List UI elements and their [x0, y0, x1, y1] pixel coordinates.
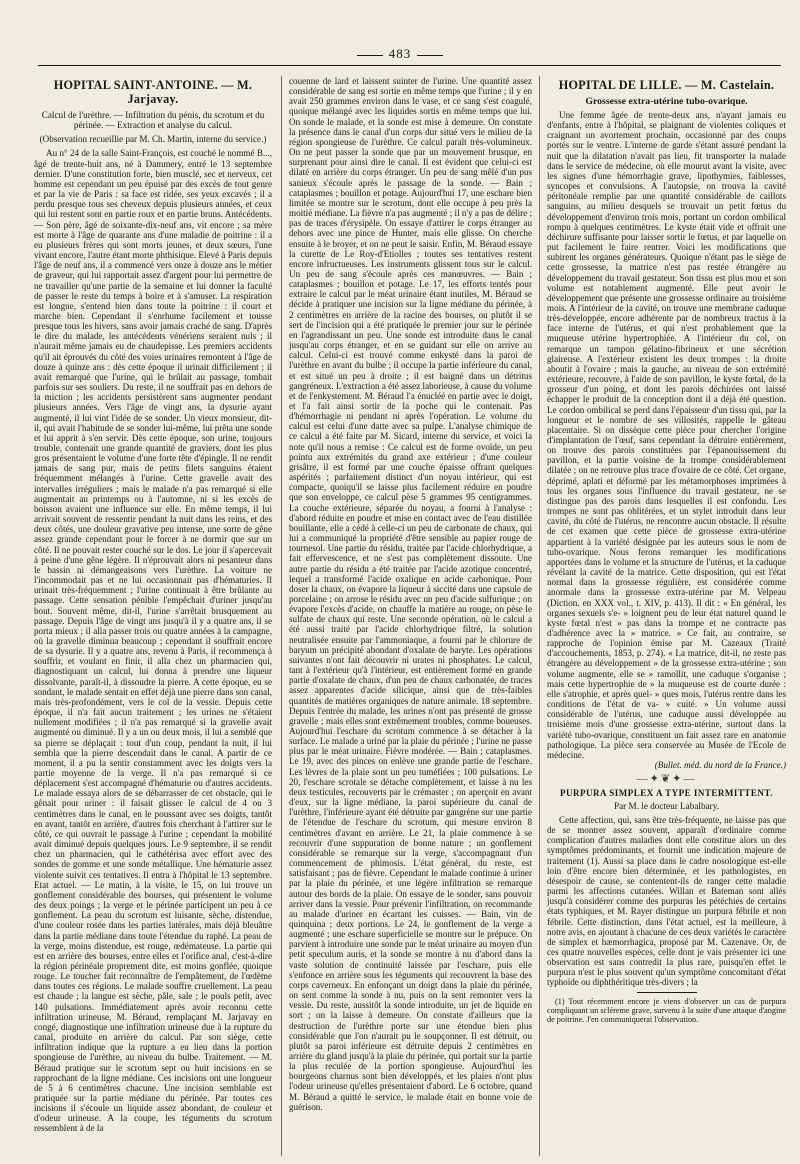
observation-credit: (Observation recueillie par M. Ch. Martin, interne du service.)	[39, 134, 267, 145]
page-number-dash-left	[357, 55, 383, 56]
section-ornament: —✦❦✦—	[636, 773, 697, 786]
article-title-lille: HOPITAL DE LILLE. — M. Castelain.	[558, 78, 775, 92]
header-rule	[38, 65, 781, 66]
column-divider-1	[281, 76, 282, 1156]
page-number	[0, 46, 800, 62]
column-2-text: couenne de lard et laissent suinter de l'urine. Une quantité assez considérable de sang est sortie en même temps que l'urine ; il y en avait 250 grammes environ dans le vase, et ce sang s'est coagulé, quoique mélangé avec les liquides sortis en même temps que lui. On sonde le malade, et la sonde est mise à demeure. On constate la présence dans le canal d'un corps dur situé vers le milieu de la région spongieuse de l'urèthre. Ce calcul paraît très-volumineux. On ne peut passer la sonde que par un mouvement brusque, en surprenant pour ainsi dire le canal. Il est évident que celui-ci est dilaté en arrière du corps étranger. Un peu de sang mêlé d'un pus sanieux s'écoule après le passage de la sonde. — Bain ; cataplasmes ; bouillon et potage. Aujourd'hui 17, une eschare bien limitée se montre sur le scrotum, dont elle occupe à peu près la moitié médiane. La fièvre n'a pas augmenté ; il n'y a pas de délire ; pas de traces d'érysipèle. On essaye d'attirer le corps étranger au dehors avec une pince de Hunter, mais elle glisse. On cherche ensuite à le broyer, et on ne peut le saisir. Enfin, M. Béraud essaye la curette de Le Roy-d'Etiolles ; toutes ses tentatives restent encore infructueuses. Les instruments glissent tous sur le calcul. Un peu de sang s'écoule après ces manœuvres. — Bain ; cataplasmes ; bouillon et potage. Le 17, les efforts tentés pour extraire le calcul par le méat urinaire étant inutiles, M. Béraud se décide à pratiquer une incision sur la ligne médiane du périnée, à 2 centimètres en arrière de la racine des bourses, ou plutôt il se sert de l'incision qui a été pratiquée le premier jour sur le périnée en l'agrandissant un peu. Une sonde est introduite dans le canal jusqu'au corps étranger, et en se guidant sur elle on arrive au calcul. Celui-ci est trouvé comme enkysté dans la paroi de l'urèthre en avant du bulbe ; il occupe la partie inférieure du canal, et est situé un peu à droite ; il est baigné dans un détritus gangréneux. L'extraction a été assez laborieuse, à cause du volume et de l'enkystement. M. Béraud l'a énucléé en partie avec le doigt, et l'a fait ainsi sortir de la poche qui le contenait. Pas d'hémorrhagie ni pendant ni après l'opération. Le volume du calcul est celui d'une datte avec sa pulpe. L'analyse chimique de ce calcul a été faite par M. Sicard, interne du service, et voici la note qu'il nous a remise : Ce calcul est de forme ovoïde, un peu pointu aux extrémités du grand axe extérieur ; d'une couleur grisâtre, il est formé par une couche épaisse offrant quelques aspérités ; parfaitement distinct d'un noyau intérieur, qui est compacte, quoiqu'il se laisse plus facilement réduire en poudre que son enveloppe, ce calcul pèse 5 grammes 95 centigrammes. La couche extérieure, séparée du noyau, a fourni à l'analyse : d'abord réduite en poudre et mise en contact avec de l'eau distillée bouillante, elle a cédé à celle-ci un peu de carbonate de chaux, qui lui a communiqué la propriété d'être sensible au papier rouge de tournesol. Une partie du résidu, traitée par l'acide chlorhydrique, a fait effervescence, et ne s'est pas complètement dissoute. Une autre partie du résidu a été traitée par l'acide azotique concentré, lequel a transformé l'acide oxalique en acide carbonique. Pour doser la chaux, on évapore la liqueur à siccité dans une capsule de porcelaine ; on arrose le résidu avec un peu d'acide sulfurique ; on évapore l'excès d'acide, on chauffe la matière au rouge, on pèse le sulfate de chaux qui reste. Une seconde opération, où le calcul a été aussi traité par l'acide chlorhydrique filtré, la solution neutralisée ensuite par l'ammoniaque, a fourni par le chlorure de baryum un précipité abondant d'oxalate de baryte. Les opérations suivantes n'ont fait découvrir ni urates ni phosphates. Le calcul, tant à l'extérieur qu'à l'intérieur, est entièrement formé en grande partie d'oxalate de chaux, d'un peu de chaux carbonatée, de traces assez apparentes d'acide silicique, ainsi que de très-faibles quantités de matières organiques de nature animale. 18 septembre. Depuis l'entrée du malade, les urines n'ont pas présenté de grosse gravelle ; mais elles sont extrêmement troubles, comme boueuses. Aujourd'hui l'eschare du scrotum commence à se détacher à la surface. Le malade a uriné par la plaie du périnée ; l'urine ne passe plus par le méat urinaire. Fièvre modérée. — Bain ; cataplasmes. Le 19, avec des pinces on enlève une grande partie de l'eschare. Les lèvres de la plaie sont un peu tuméfiées ; 100 pulsations. Le 20, l'eschare scrotale se détache complètement, et laisse à nu les deux testicules, recouverts par le crémaster ; on aperçoit en avant d'eux, sur la ligne médiane, la paroi supérieure du canal de l'urèthre, l'inférieure ayant été détruite par gangrène sur une partie de l'étendue de l'eschare du scrotum, qui mesure environ 8 centimètres d'avant en arrière. Le 21, la plaie commence à se recouvrir d'une suppuration de bonne nature ; un gonflement considérable se remarque sur la verge, s'accompagnant d'un commencement de phimosis. L'état général, du reste, est satisfaisant ; pas de fièvre. Cependant le malade continue à uriner par la plaie du périnée, et une légère infiltration se remarque autour des bords de la plaie. On essaye de le sonder, sans pouvoir arriver dans la vessie. Pour prévenir l'infiltration, on recommande au malade d'uriner en écartant les cuisses. — Bain, vin de quinquina ; deux portions. Le 24, le gonflement de la verge a augmenté ; une eschare superficielle se montre sur le prépuce. On parvient à introduire une sonde par le méat urinaire au moyen d'un petit speculum auris, et la sonde se montre à nu d'abord dans la vaste solution de continuité laissée par l'eschare, puis elle s'enfonce en arrière sous les téguments qui recouvrent la base des corps caverneux. En enfonçant un doigt dans la plaie du périnée, on sent comme la sonde à nu, puis on la sent remonter vers la vessie. Du reste, aussitôt la sonde introduite, un jet de liquide en sort ; on la laisse à demeure. On constate d'ailleurs que la destruction de l'urèthre porte sur une étendue bien plus considérable que l'on n'aurait pu le soupçonner. Il est détruit, ou plutôt sa paroi inférieure est détruite depuis 2 centimètres en arrière du gland jusqu'à la plaie du périnée, qui portait sur la partie la plus reculée de la portion spongieuse. Aujourd'hui les bourgeons charnus sont bien développés, et les plaies n'ont plus l'odeur urineuse qu'elles présentaient d'abord. Le 6 octobre, quand M. Béraud a quitté le service, le malade était en bonne voie de guérison.	[289, 76, 532, 1112]
page-number-text: 483	[388, 46, 412, 61]
article-subtitle-calcul: Calcul de l'urèthre. — Infiltration du pénis, du scrotum et du périnée. — Extraction et analyse du calcul.	[41, 110, 265, 131]
article-byline: Par M. le docteur Labalbary.	[613, 800, 720, 811]
column-2	[289, 76, 532, 1156]
column-3	[547, 76, 786, 1156]
column-1	[34, 76, 272, 1156]
column-3-text-purpura: Cette affection, qui, sans être très-fréquente, ne laisse pas que de se montrer assez souvent, apparaît d'ordinaire comme complication d'autres maladies dont elle constitue alors un des symptômes prédominants, et fournit une indication majeure de traitement (1). Aussi sa place dans le cadre nosologique est-elle loin d'être encore bien déterminée, et les pathologistes, en désespoir de cause, se contentent-ils de ranger cette maladie parmi les affections cutanées. Willan et Bateman sont allés jusqu'à considérer comme des purpuras les pétéchies de certains états typhiques, et M. Rayer distingue un purpura fébrile et non fébrile. Cette distinction, dans l'état actuel, est la meilleure, à notre avis, en ajoutant à chacune de ces deux variétés le caractère de simplex et hæmorrhagica, proposé par M. Cazenave. Or, de ces quatre nouvelles espèces, celle dont je vais présenter ici une observation est sans contredit la plus rare, puisqu'en effet le purpura n'est le plus souvent qu'un symptôme concomitant d'état typhoïde ou diphthéritique très-divers ; la	[547, 814, 786, 988]
footnote-rule	[637, 992, 697, 993]
article-title-purpura: PURPURA SIMPLEX A TYPE INTERMITTENT.	[560, 788, 773, 799]
column-3-text: Une femme âgée de trente-deux ans, n'ayant jamais eu d'enfants, entre à l'hôpital, se plaignant de violentes coliques et craignant un avortement prochain, occasionné par des coups portés sur le ventre. L'interne de garde s'étant assuré pendant la nuit que la dilatation n'avait pas lieu, fit transporter la malade dans le service de médecine, où elle mourut avant la visite, avec les signes d'une hémorrhagie grave, lipothymies, faiblesses, syncopes et convulsions. A l'autopsie, on trouva la cavité péritonéale remplie par une quantité considérable de caillots sanguins, au milieu desquels se trouvait un petit fœtus du développement d'environ trois mois, portant un cordon ombilical rompu à quelques centimètres. Le kyste était vide et offrait une déchirure suffisante pour laisser sortir le fœtus, et par laquelle on put facilement le faire rentrer. Voici les modifications que subirent les organes générateurs. Quoique n'étant pas le siège de cette grossesse, la matrice n'est pas restée étrangère au développement du travail gestateur. Son tissu est plus mou et son volume est notablement augmenté. Elle peut avoir le développement que présente une grossesse ordinaire au troisième mois. A l'intérieur de la cavité, on trouve une membrane caduque très-développée, encore adhérente par de nombreux tractus à la face interne de l'utérus, et qui n'est probablement que la muqueuse utérine hypertrophiée. A l'intérieur du col, on remarque un tampon gélatino-fibrineux et une sécrétion glaireuse. A l'extérieur existent les deux trompes : la droite aboutit à l'ovaire ; mais la gauche, au niveau de son extrémité extérieure, recouvre, à l'aide de son pavillon, le kyste fœtal, de la grosseur d'un poing, et dont les parois déchirées ont laissé échapper le produit de la conception dont il a déjà été question. Le cordon ombilical se perd dans l'épaisseur d'un tissu qui, par la longueur et le nombre de ses villosités, rappelle le gâteau placentaire. Si on dissèque cette pièce pour chercher l'origine d'implantation de l'œuf, sans cependant la détruire entièrement, on trouve des parois constituées par l'épanouissement du pavillon, et la partie voisine de la trompe considérablement dilatée ; on ne retrouve plus trace d'ovaire de ce côté. Cet organe, déprimé, aplati et déformé par les métamorphoses imprimées à tous les organes sous l'influence du travail gestateur, ne se distingue pas des parois dans lesquelles il est confondu. Les trompes ne sont pas oblitérées, et un stylet introduit dans leur cavité, du côté de l'utérus, ne rencontre aucun obstacle. Il résulte de cet examen que cette pièce de grossesse extra-utérine appartient à la variété désignée par les auteurs sous le nom de tubo-ovarique. Nous ferons remarquer les modifications apportées dans le volume et la structure de l'utérus, et la caduque révélant la cavité de la matrice. Cette disposition, qui est l'état normal dans la grossesse régulière, est considérée comme anormale dans la grossesse extra-utérine par M. Velpeau (Diction. en XXX vol., t. XIV, p. 413). Il dit : « En général, les organes sexuels s'e- » loignent peu de leur état naturel quand le kyste fœtal n'est » pas dans la trompe et ne contracte pas d'adhérence avec la » matrice. » Ce fait, au contraire, se rapproche de l'opinion émise par M. Cazeaux (Traité d'accouchements, 1853, p. 274). « La matrice, dit-il, ne reste pas étrangère au développement » de la grossesse extra-utérine ; son volume augmente, elle se » ramollit, une caduque s'organise ; mais cette hypertrophie de » la muqueuse est de courte durée : elle s'atrophie, et après quel- » ques mois, l'utérus rentre dans les conditions de l'état de va- » cuité. » Un volume aussi considérable de l'utérus, une caduque aussi développée au troisième mois d'une grossesse extra-utérine, surtout dans la variété tubo-ovarique, constituent un fait assez rare en anatomie pathologique. La pièce sera conservée au Musée de l'Ecole de médecine.	[547, 110, 786, 760]
article-subtitle-grossesse: Grossesse extra-utérine tubo-ovarique.	[585, 96, 748, 107]
page-number-dash-right	[417, 55, 443, 56]
footnote: (1) Tout récemment encore je viens d'observer un cas de purpura compliquant un scléreme grave, survenu à la suite d'une attaque d'angine de poitrine. J'en communiquerai l'observation.	[547, 996, 786, 1025]
source-citation: (Bullet. méd. du nord de la France.)	[654, 760, 786, 770]
column-divider-2	[539, 76, 540, 1156]
article-title-saint-antoine: HOPITAL SAINT-ANTOINE. — M. Jarjavay.	[53, 78, 253, 106]
column-1-text: Au n° 24 de la salle Saint-François, est couché le nommé B..., âgé de trente-huit ans, né à Dammery, entré le 13 septembre dernier. D'une constitution forte, bien musclé, sec et nerveux, cet homme est cependant un peu épuisé par des excès de tout genre et par la vie de Paris : sa face est ridée, ses yeux excavés ; il a perdu presque tous ses cheveux depuis plusieurs années, et ceux qui lui restent sont en partie roux et en partie bruns. Antécédents. — Son père, âgé de soixante-dix-neuf ans, vit encore ; sa mère est morte à l'âge de quarante ans d'une maladie de poitrine : il a eu plusieurs frères qui sont morts jeunes, et deux sœurs, l'une vivant encore, l'autre étant morte phthisique. Elevé à Paris depuis l'âge de neuf ans, il a commencé vers onze à douze ans le métier de graveur, qui lui rapportait assez d'argent pour lui permettre de ne travailler qu'une partie de la semaine et lui donner la faculté de passer le reste du temps à boire et à s'amuser. La respiration est longue, s'entend bien dans toute la poitrine : il court et marche bien. Cependant il s'enrhume facilement et tousse presque tous les hivers, sans avoir jamais craché de sang. D'après le dire du malade, les antécédents vénériens seraient nuls ; il n'aurait même jamais eu de chaudepisse. Les premiers accidents qu'il ait éprouvés du côté des voies urinaires remontent à l'âge de douze à quinze ans : dès cette époque il urinait difficilement ; il avait remarqué que l'urine, qui le brûlait au passage, tombait parfois sur ses souliers. Du reste, il ne souffrait pas en dehors de la miction ; les accidents persistèrent sans augmenter pendant plusieurs années. Vers l'âge de vingt ans, la dysurie ayant augmenté, il lui vint l'idée de se sonder. Un vieux monsieur, dit-il, qui avait l'habitude de se sonder lui-même, lui prêta une sonde et lui apprit à s'en servir. Dès cette époque, son urine, toujours trouble, contenait une grande quantité de graviers, dont les plus gros présentaient le volume d'une forte tête d'épingle. Il ne rendit jamais de sang pur, mais de petits filets sanguins étaient fréquemment mélangés à l'urine. Cette gravelle avait des intervalles irréguliers ; mais le malade n'a pas remarqué si elle augmentait au printemps ou à l'automne, ni si les excès de boisson avaient une influence sur elle. En même temps, il lui arrivait souvent de ressentir pendant la nuit dans les reins, et des deux côtés, une douleur gravative peu intense, une sorte de gêne assez grande cependant pour le forcer à ne dormir que sur un côté. Il ne pouvait rester couché sur le dos. Le jour il s'apercevait à peine d'une gêne légère. Il n'éprouvait alors ni pesanteur dans le bassin ni démangeaisons vers l'urèthre. La voiture ne l'incommodait pas et ne lui occasionnait pas d'hématuries. Il urinait très-fréquemment ; l'urine continuait à être brûlante au passage. Cette sensation pénible l'empêchait d'uriner jusqu'au bout. Souvent même, dit-il, l'urine s'arrêtait brusquement au passage. Depuis l'âge de vingt ans jusqu'à il y a quatre ans, il se porta mieux ; il alla passer trois ou quatre années à la campagne, où la gravelle diminua beaucoup ; cependant il souffrait encore de sa dysurie. Il y a quatre ans, revenu à Paris, il recommença à souffrir, et voulant en finir, il alla chez un pharmacien qui, diagnostiquant un calcul, lui donna à prendre une liqueur dissolvante, paraît-il, à dissoudre la pierre. A cette époque, eu se sondant, le malade sentait en effet déjà une pierre dans son canal, mais très-profondément, vers le col de la vessie. Depuis cette époque, il n'a fait aucun traitement ; les urines ne s'étaient nullement modifiées ; il n'a pas remarqué si la gravelle avait augmenté ou diminué. Il y a un ou deux mois, il lui a semblé que sa pierre se déplaçait : tout d'un coup, pendant la nuit, il lui sembla que la pierre descendait dans le canal. A partir de ce moment, il a pu la sentir constamment avec les doigts vers la partie moyenne de la verge. Il n'a pas remarqué si ce déplacement s'est accompagné d'hématurie ou d'autres accidents. Le malade essaya alors de se débarrasser de cet obstacle, qui le gênait pour uriner : il faisait glisser le calcul de 4 ou 3 centimètres dans le canal, en le poussant avec ses doigts, tantôt en avant, tantôt en arrière, d'autres fois cherchant à l'attirer sur le côté, ce qui ouvrait le passage à l'urine ; cependant la mobilité avait diminué depuis quelques jours. Le 9 septembre, il se rendit chez un pharmacien, qui le cathétérisa avec effort avec des sondes de gomme et une sonde métallique. Une hématurie assez violente suivit ces tentatives. Il entra à l'hôpital le 13 septembre. Etat actuel. — Le matin, à la visite, le 15, on lui trouve un gonflement considérable des bourses, qui présentent le volume des deux poings ; la verge et le périnée participent un peu à ce gonflement. La peau du scrotum est luisante, sèche, distendue, d'une couleur rosée dans les parties latérales, mais déjà bleuâtre dans la partie médiane dans toute l'étendue du raphé. La peau de la verge, moins distendue, est rouge, œdémateuse. La partie qui est en arrière des bourses, entre elles et l'orifice anal, c'est-à-dire la région périnéale proprement dite, est moins gonflée, quoique rouge. Le toucher fait reconnaître de l'empâtement, de l'œdème dans toutes ces régions. Le malade souffre cruellement. La peau est chaude ; la langue est sèche, pâle, sale ; le pouls petit, avec 140 pulsations. Immédiatement après avoir reconnu cette infiltration urineuse, M. Béraud, remplaçant M. Jarjavay en congé, diagnostique une infiltration urineuse due à la rupture du canal, produite en arrière du calcul. Par son siège, cette infiltration indique que la rupture a eu lieu dans la portion spongieuse de l'urèthre, au niveau du bulbe. Traitement. — M. Béraud pratique sur le scrotum sept ou huit incisions en se rapprochant de la ligne médiane. Ces incisions ont une longueur de 5 à 6 centimètres chacune. Une incision semblable est pratiquée sur la partie médiane du périnée. Par toutes ces incisions il s'écoule un liquide assez abondant, de couleur et d'odeur urineuse. A la coupe, les téguments du scrotum ressemblent à de la	[34, 148, 272, 1134]
